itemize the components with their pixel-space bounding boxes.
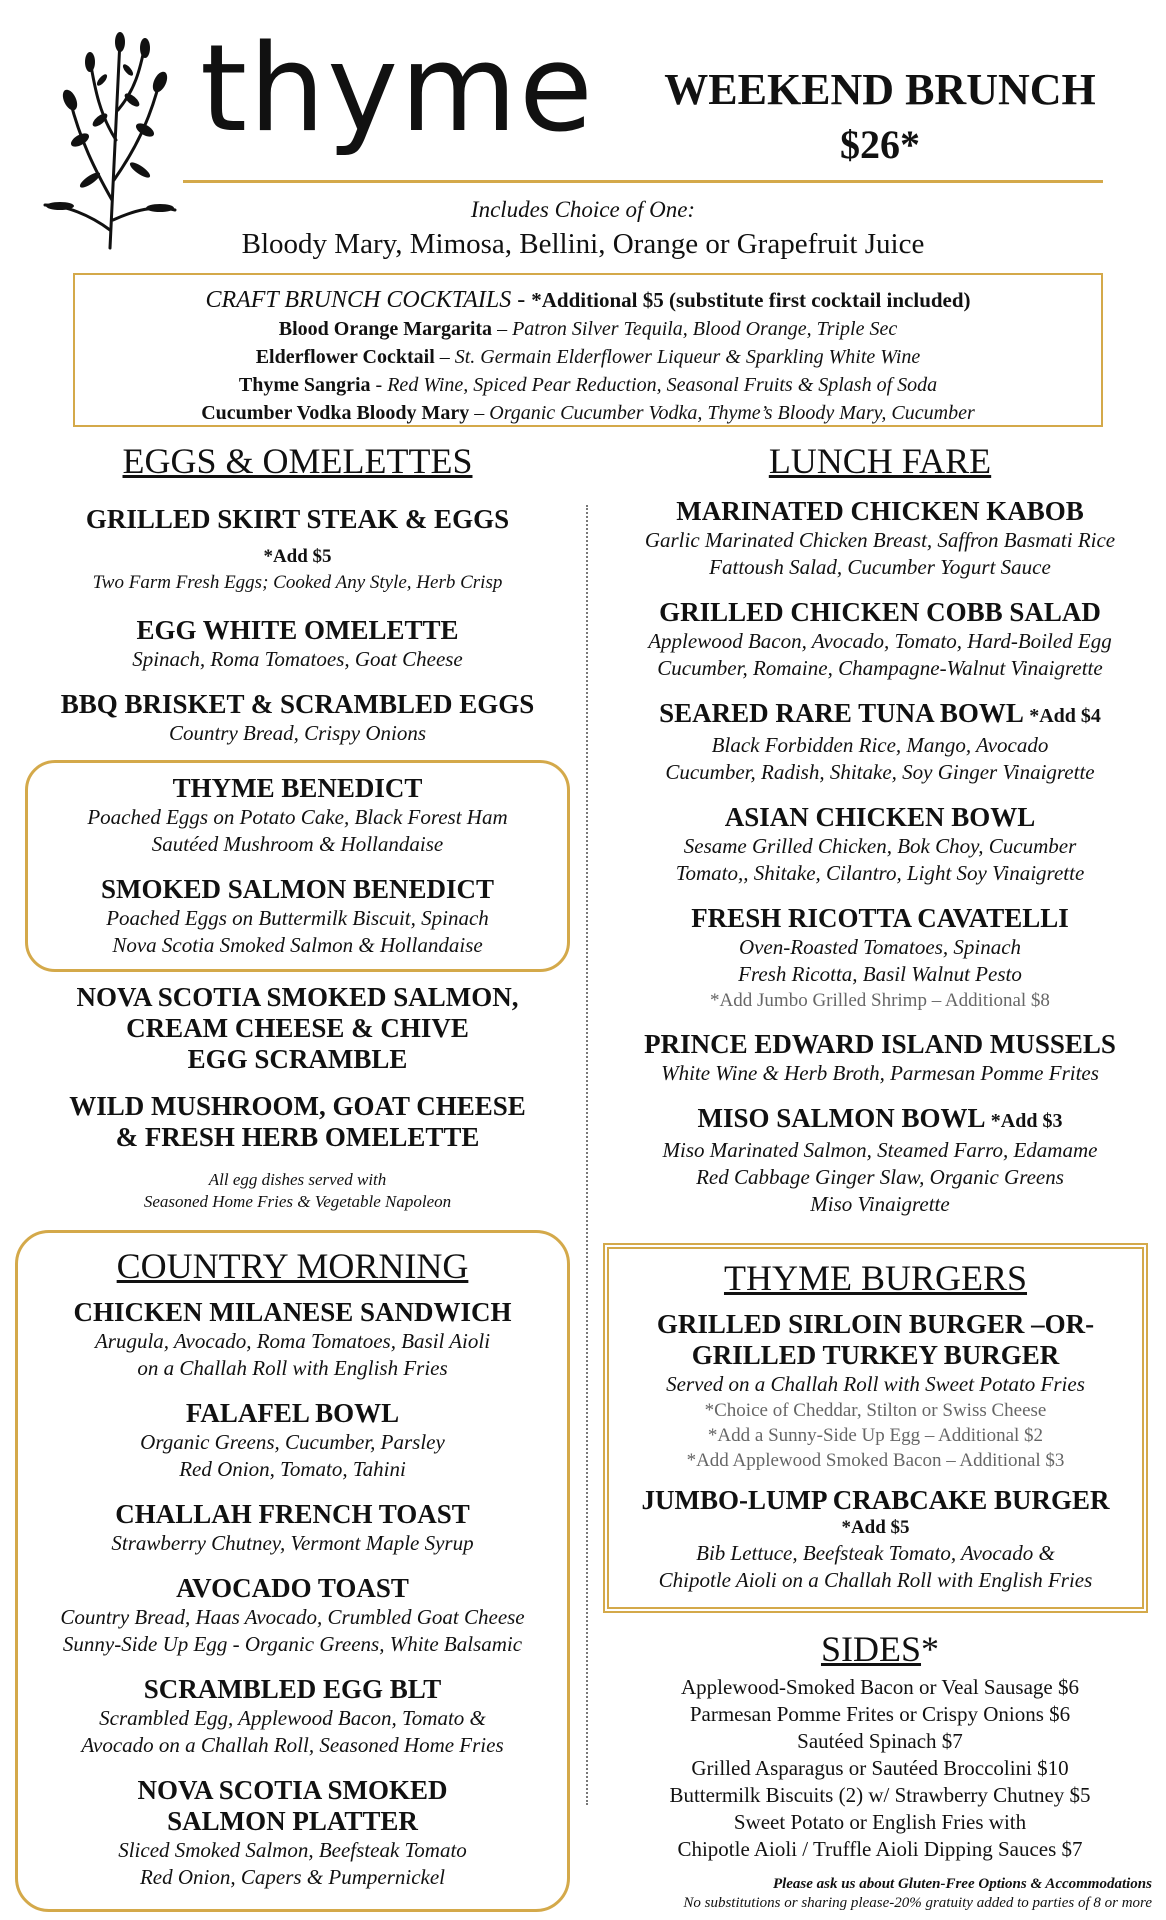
item-desc: Red Onion, Tomato, Tahini — [179, 1457, 406, 1481]
sides-section — [605, 1628, 1155, 1863]
cocktail-item — [75, 371, 1101, 399]
item-name: BBQ BRISKET & SCRAMBLED EGGS — [60, 689, 535, 719]
item-name: THYME BENEDICT — [172, 773, 423, 803]
cocktails-header-label: CRAFT BRUNCH COCKTAILS - — [205, 287, 532, 313]
cocktail-sep: – — [492, 318, 513, 340]
menu-item-crabcake-burger — [609, 1485, 1142, 1594]
item-option: *Add a Sunny-Side Up Egg – Additional $2 — [707, 1425, 1044, 1446]
menu-item-salmon-benedict — [28, 874, 567, 959]
cocktails-header — [75, 285, 1101, 315]
country-title: COUNTRY MORNING — [116, 1246, 469, 1286]
side-item: Sautéed Spinach $7 — [797, 1729, 963, 1753]
cocktail-sep: – — [434, 346, 455, 368]
brunch-price: $26* — [840, 122, 920, 167]
cocktail-desc: St. Germain Elderflower Liqueur & Sparkling White Wine — [454, 346, 921, 368]
item-desc: Organic Greens, Cucumber, Parsley — [140, 1430, 445, 1454]
burgers-title: THYME BURGERS — [723, 1258, 1028, 1298]
menu-item-miso-salmon — [605, 1103, 1155, 1218]
item-name: ASIAN CHICKEN BOWL — [724, 802, 1036, 832]
item-name: MARINATED CHICKEN KABOB — [676, 496, 1084, 526]
menu-item-french-toast — [18, 1499, 567, 1557]
item-desc: Nova Scotia Smoked Salmon & Hollandaise — [112, 933, 483, 957]
benedict-box — [25, 760, 570, 972]
item-desc: Tomato,, Shitake, Cilantro, Light Soy Vinaigrette — [675, 861, 1085, 885]
burgers-box — [603, 1243, 1148, 1613]
item-desc: Cucumber, Radish, Shitake, Soy Ginger Vinaigrette — [665, 760, 1095, 784]
item-desc: Sesame Grilled Chicken, Bok Choy, Cucumber — [683, 834, 1077, 858]
item-desc: Sautéed Mushroom & Hollandaise — [151, 832, 444, 856]
item-desc: Poached Eggs on Potato Cake, Black Forest Ham — [87, 805, 508, 829]
sides-title — [605, 1628, 1155, 1670]
menu-item-sirloin-burger — [609, 1309, 1142, 1473]
side-item: Chipotle Aioli / Truffle Aioli Dipping Sauces $7 — [677, 1837, 1083, 1861]
item-option: *Add Applewood Smoked Bacon – Additional $3 — [686, 1450, 1065, 1471]
item-desc: Country Bread, Crispy Onions — [168, 721, 427, 745]
item-name: SCRAMBLED EGG BLT — [143, 1674, 442, 1704]
cocktails-header-note: *Additional $5 (substitute first cocktail included) — [531, 288, 971, 312]
eggs-title: EGGS & OMELETTES — [122, 441, 473, 481]
includes-label: Includes Choice of One: — [470, 197, 696, 222]
side-item: Applewood-Smoked Bacon or Veal Sausage $6 — [681, 1675, 1079, 1699]
cocktail-sep: – — [469, 402, 490, 424]
country-box — [15, 1230, 570, 1912]
item-desc: Red Onion, Capers & Pumpernickel — [139, 1865, 446, 1889]
item-desc: Black Forbidden Rice, Mango, Avocado — [711, 733, 1049, 757]
column-divider — [586, 505, 588, 1805]
menu-item-thyme-benedict — [28, 773, 567, 858]
lunch-title: LUNCH FARE — [768, 441, 992, 481]
cocktail-name: Thyme Sangria — [238, 374, 371, 396]
eggs-more — [25, 982, 570, 1213]
item-name: FRESH RICOTTA CAVATELLI — [691, 903, 1069, 933]
cocktail-item — [75, 399, 1101, 427]
item-desc: Applewood Bacon, Avocado, Tomato, Hard-Boiled Egg — [648, 629, 1112, 653]
item-name: EGG SCRAMBLE — [187, 1044, 408, 1074]
footer-gluten-note: Please ask us about Gluten-Free Options & Accommodations — [772, 1876, 1152, 1892]
item-name: EGG WHITE OMELETTE — [136, 615, 459, 645]
item-desc: Strawberry Chutney, Vermont Maple Syrup — [111, 1531, 474, 1555]
item-name: NOVA SCOTIA SMOKED SALMON, — [76, 982, 519, 1012]
menu-item-kabob — [605, 496, 1155, 581]
item-desc: Miso Marinated Salmon, Steamed Farro, Edamame — [662, 1138, 1098, 1162]
logo-text: thyme — [200, 20, 595, 159]
footer-policy-note: No substitutions or sharing please-20% gratuity added to parties of 8 or more — [683, 1895, 1152, 1911]
menu-item-mussels — [605, 1029, 1155, 1087]
item-add: *Add $3 — [990, 1110, 1063, 1132]
cocktails-box — [73, 273, 1103, 427]
item-name: NOVA SCOTIA SMOKED — [137, 1775, 448, 1805]
cocktail-name: Blood Orange Margarita — [278, 318, 493, 340]
eggs-note: Seasoned Home Fries & Vegetable Napoleon — [143, 1192, 452, 1211]
menu-item-bbq-brisket — [25, 689, 570, 747]
item-desc: Chipotle Aioli on a Challah Roll with English Fries — [658, 1568, 1093, 1592]
item-name: CREAM CHEESE & CHIVE — [126, 1013, 469, 1043]
item-desc: Cucumber, Romaine, Champagne-Walnut Vinaigrette — [657, 656, 1103, 680]
item-desc: Arugula, Avocado, Roma Tomatoes, Basil Aioli — [94, 1329, 491, 1353]
item-name: AVOCADO TOAST — [176, 1573, 409, 1603]
cocktail-sep: - — [370, 374, 388, 396]
item-name — [605, 1103, 1155, 1137]
item-desc: Scrambled Egg, Applewood Bacon, Tomato & — [99, 1706, 486, 1730]
item-add: *Add $5 — [841, 1517, 910, 1538]
item-name: PRINCE EDWARD ISLAND MUSSELS — [644, 1029, 1116, 1059]
item-desc: Two Farm Fresh Eggs; Cooked Any Style, Herb Crisp — [92, 572, 503, 593]
item-desc: Red Cabbage Ginger Slaw, Organic Greens — [696, 1165, 1064, 1189]
item-desc: Avocado on a Challah Roll, Seasoned Home Fries — [81, 1733, 504, 1757]
lunch-section — [605, 440, 1155, 1218]
menu-item-salmon-platter — [18, 1775, 567, 1891]
menu-item-nova-scramble — [25, 982, 570, 1075]
menu-item-skirt-steak — [25, 504, 570, 595]
cocktail-desc: Red Wine, Spiced Pear Reduction, Seasonal Fruits & Splash of Soda — [387, 374, 938, 396]
item-add: *Add $4 — [1029, 705, 1101, 727]
item-desc: Fresh Ricotta, Basil Walnut Pesto — [738, 962, 1022, 986]
item-desc: on a Challah Roll with English Fries — [137, 1356, 448, 1380]
menu-item-egg-blt — [18, 1674, 567, 1759]
item-desc: White Wine & Herb Broth, Parmesan Pomme Frites — [661, 1061, 1099, 1085]
cocktail-item — [75, 315, 1101, 343]
item-desc: Garlic Marinated Chicken Breast, Saffron Basmati Rice — [644, 528, 1116, 552]
footer — [600, 1875, 1152, 1913]
item-desc: Spinach, Roma Tomatoes, Goat Cheese — [132, 647, 463, 671]
cocktail-name: Elderflower Cocktail — [255, 346, 435, 368]
item-desc: Sliced Smoked Salmon, Beefsteak Tomato — [118, 1838, 467, 1862]
item-name-text: MISO SALMON BOWL — [697, 1103, 991, 1133]
menu-item-cobb — [605, 597, 1155, 682]
item-name: SALMON PLATTER — [167, 1806, 418, 1836]
cocktail-desc: Organic Cucumber Vodka, Thyme’s Bloody Mary, Cucumber — [489, 402, 975, 424]
cocktail-desc: Patron Silver Tequila, Blood Orange, Triple Sec — [512, 318, 898, 340]
item-desc: Served on a Challah Roll with Sweet Potato Fries — [666, 1372, 1085, 1396]
menu-item-cavatelli — [605, 903, 1155, 1013]
item-desc: Poached Eggs on Buttermilk Biscuit, Spinach — [106, 906, 489, 930]
item-option: *Choice of Cheddar, Stilton or Swiss Cheese — [704, 1400, 1047, 1421]
menu-item-asian-bowl — [605, 802, 1155, 887]
side-item: Sweet Potato or English Fries with — [733, 1810, 1027, 1834]
cocktail-item — [75, 343, 1101, 371]
eggs-note: All egg dishes served with — [208, 1170, 387, 1189]
item-name-text: SEARED RARE TUNA BOWL — [659, 698, 1030, 728]
item-name: SMOKED SALMON BENEDICT — [100, 874, 495, 904]
item-add: *Add Jumbo Grilled Shrimp – Additional $8 — [710, 990, 1050, 1011]
item-name: JUMBO-LUMP CRABCAKE BURGER — [641, 1485, 1110, 1515]
item-name: FALAFEL BOWL — [185, 1398, 400, 1428]
header-rule — [183, 180, 1103, 183]
side-item: Buttermilk Biscuits (2) w/ Strawberry Chutney $5 — [669, 1783, 1091, 1807]
item-desc: Bib Lettuce, Beefsteak Tomato, Avocado & — [696, 1541, 1055, 1565]
menu-item-egg-white — [25, 615, 570, 673]
item-add: *Add $5 — [263, 546, 332, 567]
item-name: GRILLED SIRLOIN BURGER –OR- — [656, 1309, 1095, 1339]
item-name: WILD MUSHROOM, GOAT CHEESE — [69, 1091, 526, 1121]
item-name: & FRESH HERB OMELETTE — [115, 1122, 480, 1152]
menu-item-wild-mushroom — [25, 1091, 570, 1153]
cocktail-name: Cucumber Vodka Bloody Mary — [201, 402, 470, 424]
item-desc: Oven-Roasted Tomatoes, Spinach — [738, 935, 1022, 959]
item-name: CHALLAH FRENCH TOAST — [115, 1499, 470, 1529]
menu-item-milanese — [18, 1297, 567, 1382]
item-desc: Miso Vinaigrette — [810, 1192, 950, 1216]
menu-item-falafel — [18, 1398, 567, 1483]
includes-options: Bloody Mary, Mimosa, Bellini, Orange or Grapefruit Juice — [241, 228, 925, 260]
item-desc: Country Bread, Haas Avocado, Crumbled Goat Cheese — [60, 1605, 525, 1629]
item-name: CHICKEN MILANESE SANDWICH — [73, 1297, 512, 1327]
item-name: GRILLED TURKEY BURGER — [691, 1340, 1060, 1370]
menu-item-avocado-toast — [18, 1573, 567, 1658]
menu-item-tuna — [605, 698, 1155, 786]
brunch-title: WEEKEND BRUNCH — [664, 65, 1096, 114]
sides-title-text: SIDES — [820, 1629, 922, 1669]
sides-title-star: * — [921, 1629, 940, 1669]
item-name: GRILLED CHICKEN COBB SALAD — [659, 597, 1101, 627]
eggs-section — [25, 440, 570, 763]
item-desc: Sunny-Side Up Egg - Organic Greens, White Balsamic — [62, 1632, 523, 1656]
side-item: Grilled Asparagus or Sautéed Broccolini $10 — [691, 1756, 1069, 1780]
item-name: GRILLED SKIRT STEAK & EGGS — [85, 504, 510, 534]
side-item: Parmesan Pomme Frites or Crispy Onions $6 — [689, 1702, 1071, 1726]
item-desc: Fattoush Salad, Cucumber Yogurt Sauce — [709, 555, 1051, 579]
item-name — [605, 698, 1155, 732]
